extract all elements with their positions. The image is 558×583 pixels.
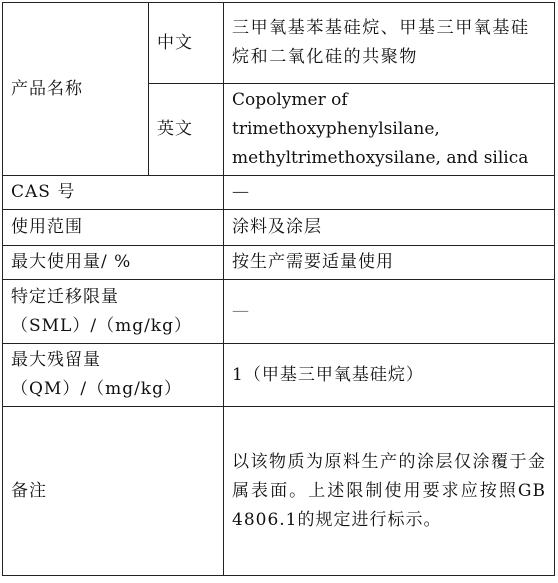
table-row bbox=[3, 3, 555, 84]
chinese-name-label: 中文 bbox=[149, 3, 224, 84]
table-row bbox=[3, 344, 555, 407]
english-name-line: methyltrimethoxysilane, and silica bbox=[232, 148, 529, 168]
remarks-label: 备注 bbox=[3, 407, 224, 576]
usage-scope-value: 涂料及涂层 bbox=[224, 210, 555, 246]
chinese-name-value: 三甲氧基苯基硅烷、甲基三甲氧基硅烷和二氧化硅的共聚物 bbox=[224, 3, 555, 84]
qm-label-line: （QM）/（mg/kg） bbox=[11, 379, 182, 399]
table-row bbox=[3, 280, 555, 344]
cas-number-value: — bbox=[224, 176, 555, 210]
qm-label-line: 最大残留量 bbox=[11, 350, 101, 370]
table-row bbox=[3, 210, 555, 246]
sml-label-line: 特定迁移限量 bbox=[11, 286, 119, 307]
qm-value: 1（甲基三甲氧基硅烷） bbox=[224, 344, 555, 407]
table-row bbox=[3, 246, 555, 280]
max-usage-label: 最大使用量/ % bbox=[3, 246, 224, 280]
english-name-line: Copolymer of bbox=[232, 90, 348, 110]
sml-label bbox=[3, 280, 224, 344]
english-name-label: 英文 bbox=[149, 84, 224, 176]
cas-number-label: CAS 号 bbox=[3, 176, 224, 210]
english-name-value bbox=[224, 84, 555, 176]
usage-scope-label: 使用范围 bbox=[3, 210, 224, 246]
max-usage-value: 按生产需要适量使用 bbox=[224, 246, 555, 280]
remarks-value: 以该物质为原料生产的涂层仅涂覆于金属表面。上述限制使用要求应按照GB 4806.1的规定进行标示。 bbox=[224, 407, 555, 576]
substance-specification-table bbox=[2, 2, 555, 576]
table-row bbox=[3, 176, 555, 210]
english-name-line: trimethoxyphenylsilane, bbox=[232, 119, 440, 139]
table-row bbox=[3, 407, 555, 576]
product-name-label: 产品名称 bbox=[3, 3, 149, 176]
sml-label-line: （SML）/（mg/kg） bbox=[11, 315, 192, 336]
qm-label bbox=[3, 344, 224, 407]
sml-value: — bbox=[224, 280, 555, 344]
